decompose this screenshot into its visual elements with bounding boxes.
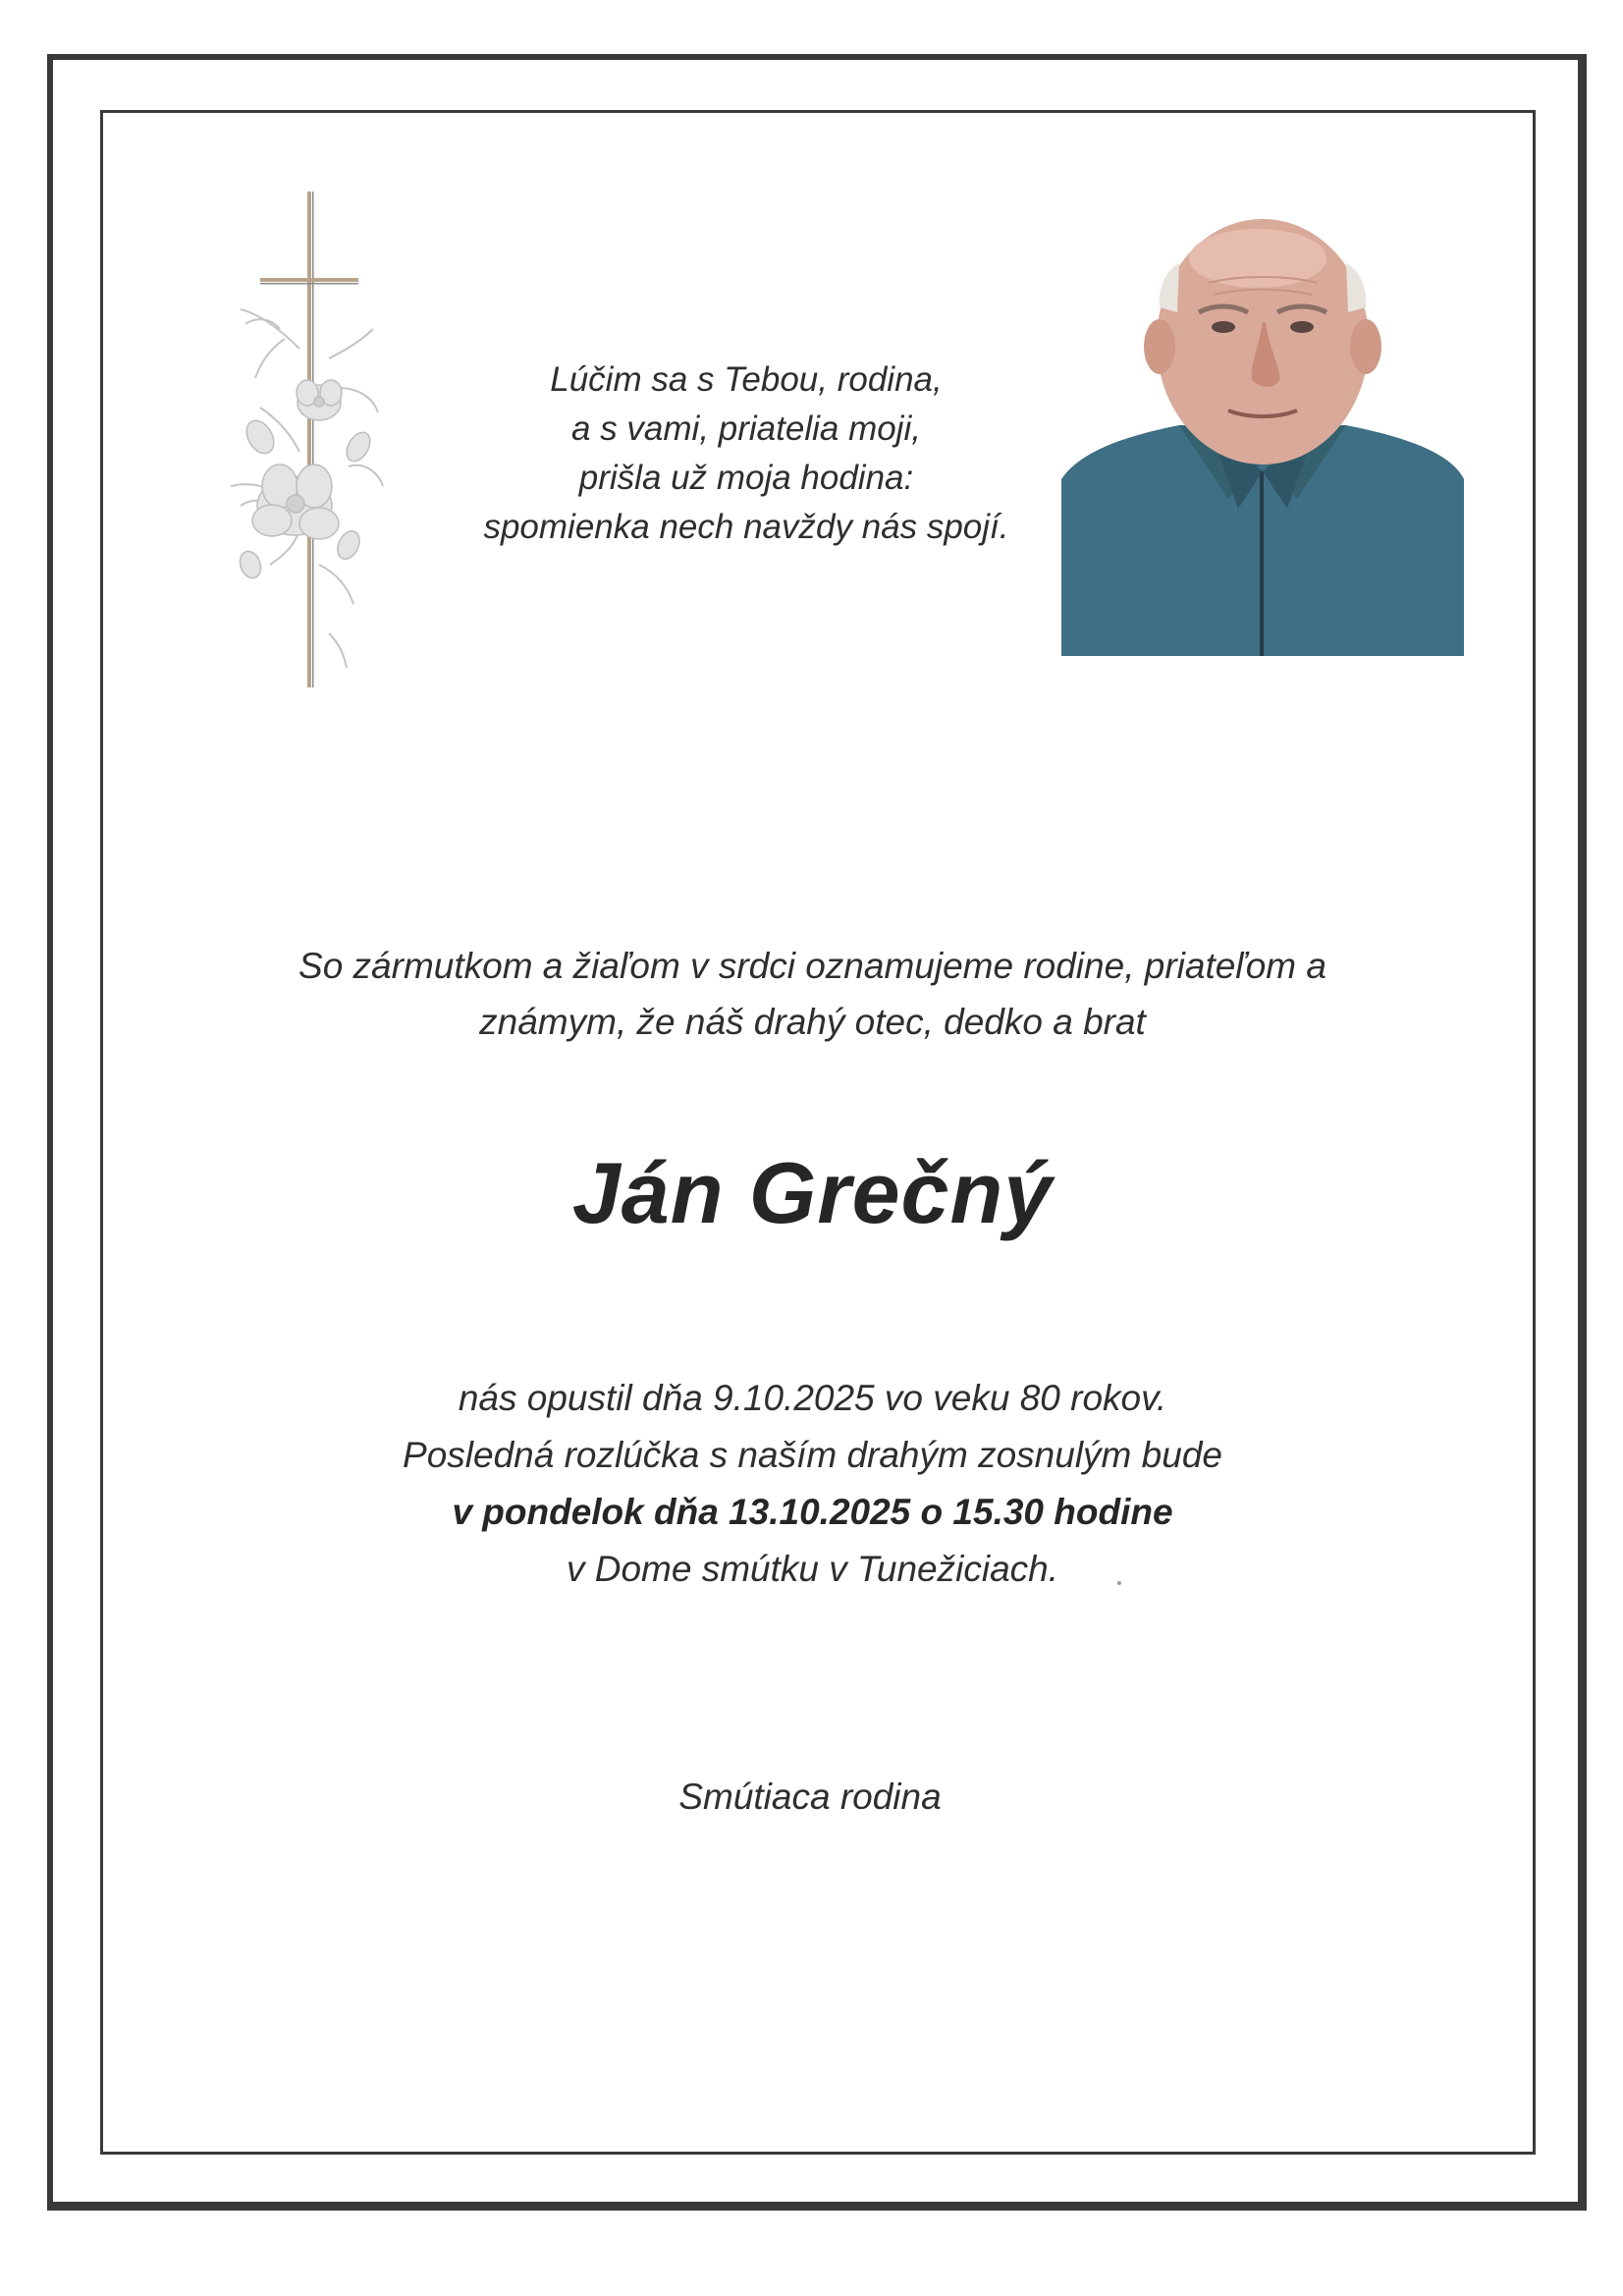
signature: Smútiaca rodina: [678, 1777, 942, 1817]
verse-line-4: spomienka nech navždy nás spojí.: [483, 508, 1009, 546]
announcement-intro: [196, 938, 1429, 1050]
scan-speck: [1117, 1581, 1121, 1585]
intro-line-2: známym, že náš drahý otec, dedko a brat: [479, 1002, 1146, 1042]
verse-line-1: Lúčim sa s Tebou, rodina,: [550, 360, 943, 399]
details-line-1: nás opustil dňa 9.10.2025 vo veku 80 rokov.: [458, 1378, 1167, 1418]
funeral-details: [245, 1370, 1380, 1598]
intro-line-1: So zármutkom a žiaľom v srdci oznamujeme rodine, priateľom a: [298, 946, 1326, 986]
cross-with-flowers-icon: [201, 191, 398, 692]
details-line-4: v Dome smútku v Tunežiciach.: [566, 1549, 1059, 1589]
verse-line-2: a s vami, priatelia moji,: [571, 410, 921, 448]
verse-line-3: prišla už moja hodina:: [578, 459, 914, 497]
farewell-verse: [461, 355, 1031, 552]
details-line-2: Posledná rozlúčka s naším drahým zosnulým bude: [403, 1435, 1222, 1475]
details-line-3: v pondelok dňa 13.10.2025 o 15.30 hodine: [452, 1492, 1173, 1532]
portrait-photo: [1061, 214, 1464, 656]
deceased-name: Ján Grečný: [571, 1144, 1054, 1241]
